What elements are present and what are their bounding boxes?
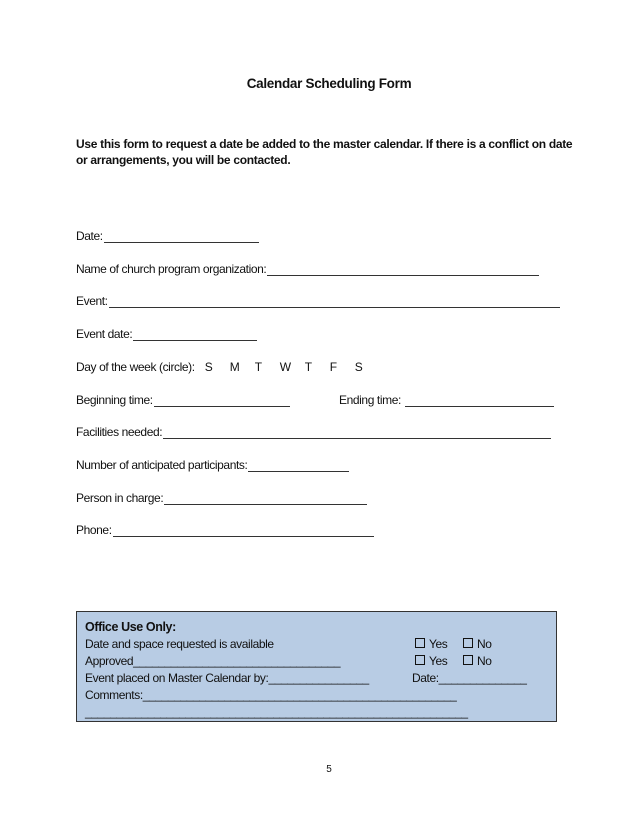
date-field	[76, 227, 259, 243]
placed-date-label: Date:______________	[412, 671, 527, 685]
phone-field	[76, 521, 374, 537]
available-yes-option[interactable]	[415, 637, 447, 651]
office-use-box	[76, 611, 557, 722]
checkbox-icon[interactable]	[463, 655, 473, 665]
checkbox-icon[interactable]	[463, 638, 473, 648]
facilities-field	[76, 423, 551, 439]
form-instructions: Use this form to request a date be added to the master calendar. If there is a conflict on date or arrangements, you will be contacted.	[76, 137, 573, 167]
person-in-charge-label: Person in charge:	[76, 491, 164, 505]
event-date-label: Event date:	[76, 327, 133, 341]
office-comments-line-2: _____________________________________________________________	[85, 705, 468, 719]
office-placed-row	[85, 671, 548, 688]
available-no-option[interactable]	[463, 637, 492, 651]
beginning-time-field	[76, 391, 290, 407]
ending-time-label: Ending time:	[339, 393, 401, 407]
approved-label: Approved_________________________________	[85, 654, 341, 668]
day-friday[interactable]: F	[329, 360, 337, 374]
event-date-field	[76, 325, 257, 341]
available-label: Date and space requested is available	[85, 637, 274, 651]
participants-label: Number of anticipated participants:	[76, 458, 248, 472]
beginning-time-label: Beginning time:	[76, 393, 153, 407]
participants-input-line[interactable]	[248, 458, 349, 472]
office-comments-row: Comments:__________________________________________________	[85, 688, 457, 702]
beginning-time-input-line[interactable]	[154, 393, 290, 407]
person-in-charge-field	[76, 489, 367, 505]
event-date-input-line[interactable]	[133, 327, 257, 341]
form-title: Calendar Scheduling Form	[246, 76, 412, 91]
facilities-label: Facilities needed:	[76, 425, 163, 439]
ending-time-input-line[interactable]	[405, 393, 554, 407]
date-label: Date:	[76, 229, 103, 243]
approved-yes-option[interactable]	[415, 654, 447, 668]
ending-time-field	[339, 391, 554, 407]
organization-input-line[interactable]	[267, 262, 539, 276]
approved-no-option[interactable]	[463, 654, 492, 668]
organization-field	[76, 260, 539, 276]
page-number: 5	[326, 764, 332, 775]
day-saturday[interactable]: S	[354, 360, 363, 374]
day-tuesday[interactable]: T	[254, 360, 262, 374]
day-thursday[interactable]: T	[304, 360, 312, 374]
day-monday[interactable]: M	[229, 360, 240, 374]
no-label: No	[477, 637, 492, 651]
yes-label: Yes	[429, 654, 448, 668]
participants-field	[76, 456, 349, 472]
organization-label: Name of church program organization:	[76, 262, 267, 276]
event-input-line[interactable]	[109, 294, 560, 308]
date-input-line[interactable]	[104, 229, 259, 243]
event-label: Event:	[76, 294, 108, 308]
day-of-week-label: Day of the week (circle):	[76, 360, 195, 374]
checkbox-icon[interactable]	[415, 655, 425, 665]
office-use-heading: Office Use Only:	[85, 620, 176, 634]
day-wednesday[interactable]: W	[279, 360, 291, 374]
checkbox-icon[interactable]	[415, 638, 425, 648]
placed-by-label: Event placed on Master Calendar by:________________	[85, 671, 369, 685]
event-field	[76, 292, 560, 308]
facilities-input-line[interactable]	[163, 425, 551, 439]
phone-input-line[interactable]	[113, 523, 374, 537]
office-available-row	[85, 637, 548, 654]
yes-label: Yes	[429, 637, 448, 651]
day-sunday[interactable]: S	[204, 360, 213, 374]
office-approved-row	[85, 654, 548, 671]
day-of-week-field	[76, 358, 380, 374]
phone-label: Phone:	[76, 523, 112, 537]
no-label: No	[477, 654, 492, 668]
person-in-charge-input-line[interactable]	[164, 491, 367, 505]
